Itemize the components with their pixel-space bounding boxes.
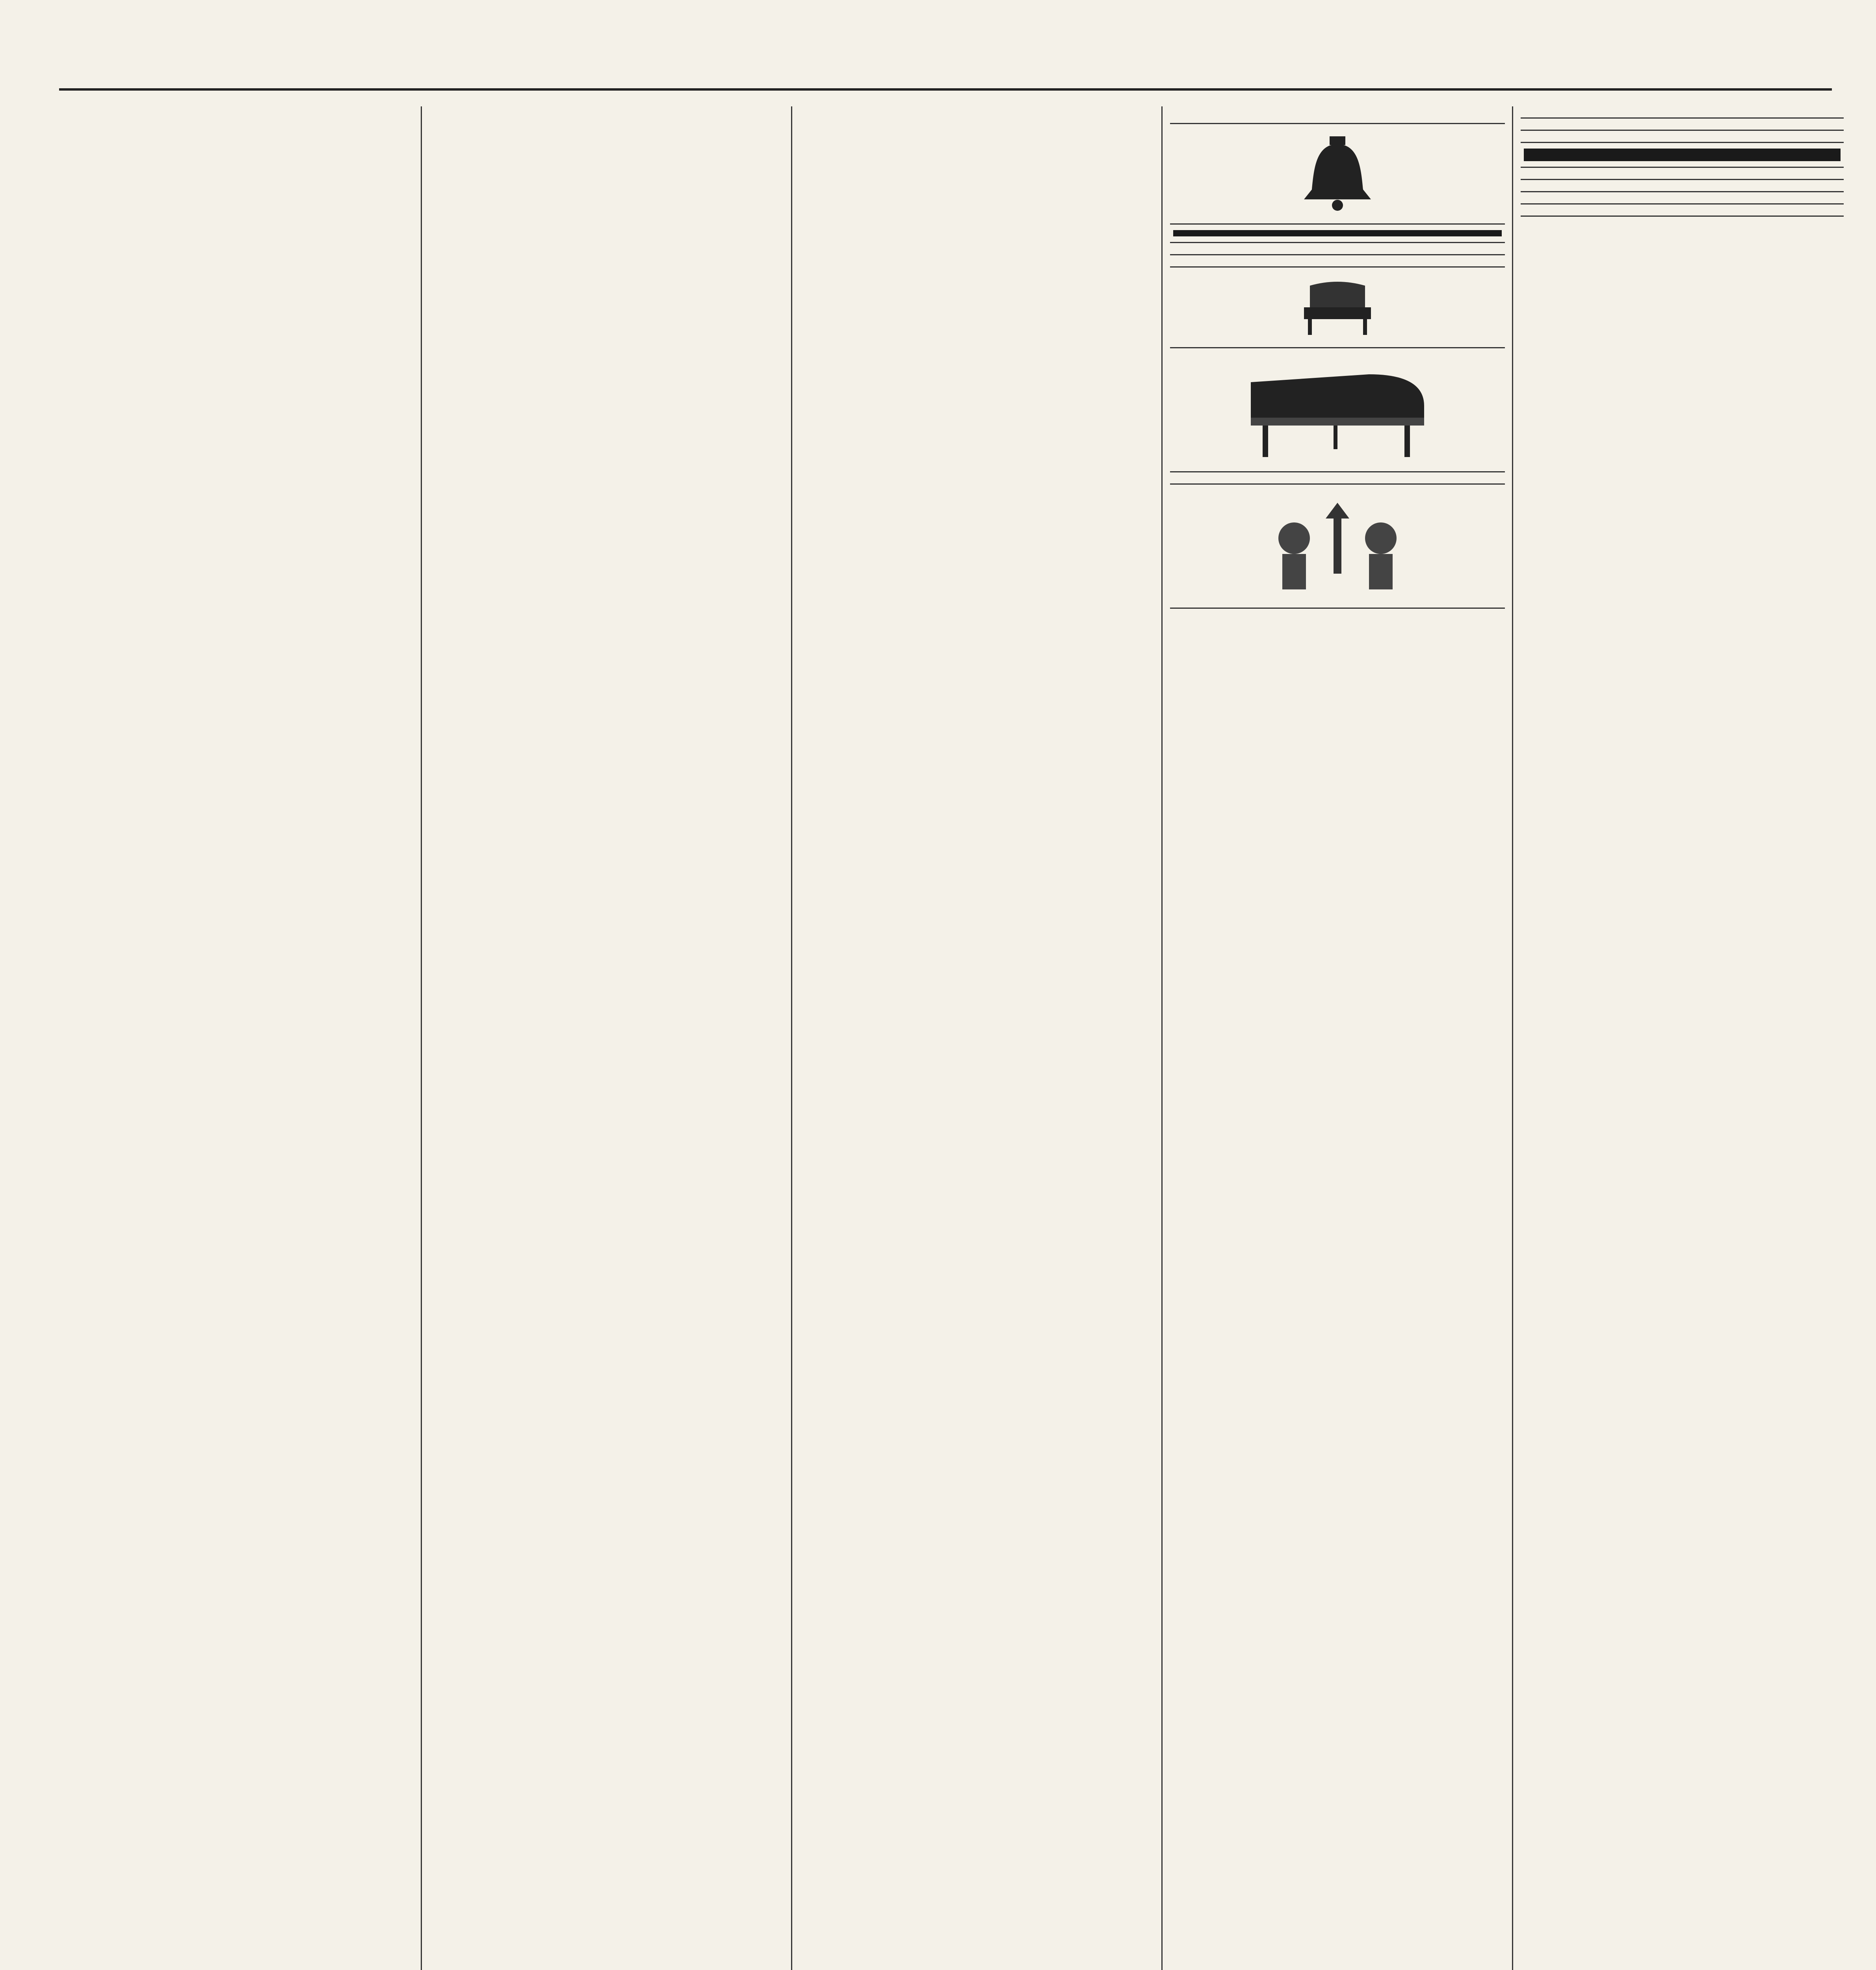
ad-eye-ear: [1521, 131, 1844, 143]
armchair-icon: [1294, 278, 1381, 337]
ad-category-music: [1170, 348, 1505, 472]
ad-title: [1524, 149, 1841, 155]
page-number: [59, 81, 154, 88]
ad-buckeye-bell: [1170, 124, 1505, 225]
column-garden-ads: [1170, 106, 1505, 1970]
ad-title: [1173, 230, 1502, 236]
ad-rheumatism: [1521, 143, 1844, 168]
column-ottawa-valley: [59, 106, 414, 1970]
column-agricultural: [800, 106, 1154, 1970]
column-rule: [421, 106, 422, 1970]
bell-icon: [1292, 134, 1383, 213]
masthead: [59, 32, 1832, 91]
column-rule: [1512, 106, 1513, 1970]
ad-beatty: [1170, 472, 1505, 485]
ad-ponds-extract: [1521, 168, 1844, 180]
ad-category-furniture: [1170, 268, 1505, 348]
ad-category-bells: [1170, 112, 1505, 124]
column-bears-lurgan: [429, 106, 784, 1970]
ad-category-medical: [1521, 106, 1844, 119]
ad-category-legal: [1521, 192, 1844, 204]
column-rule: [791, 106, 792, 1970]
ad-mcshane: [1170, 255, 1505, 268]
ad-category-church: [1170, 485, 1505, 609]
ad-salicylica: [1524, 155, 1841, 161]
religious-statuary-icon: [1259, 495, 1416, 597]
column-medical-legal: [1521, 106, 1844, 1970]
ad-blymyer: [1170, 225, 1505, 243]
ad-category-advocates: [1521, 204, 1844, 217]
newspaper-title: [154, 84, 1832, 88]
column-rule: [1161, 106, 1163, 1970]
grand-piano-icon: [1239, 359, 1436, 461]
ad-meneely: [1170, 243, 1505, 255]
ad-nervous-debility: [1521, 180, 1844, 192]
ad-macdonell: [1521, 119, 1844, 131]
